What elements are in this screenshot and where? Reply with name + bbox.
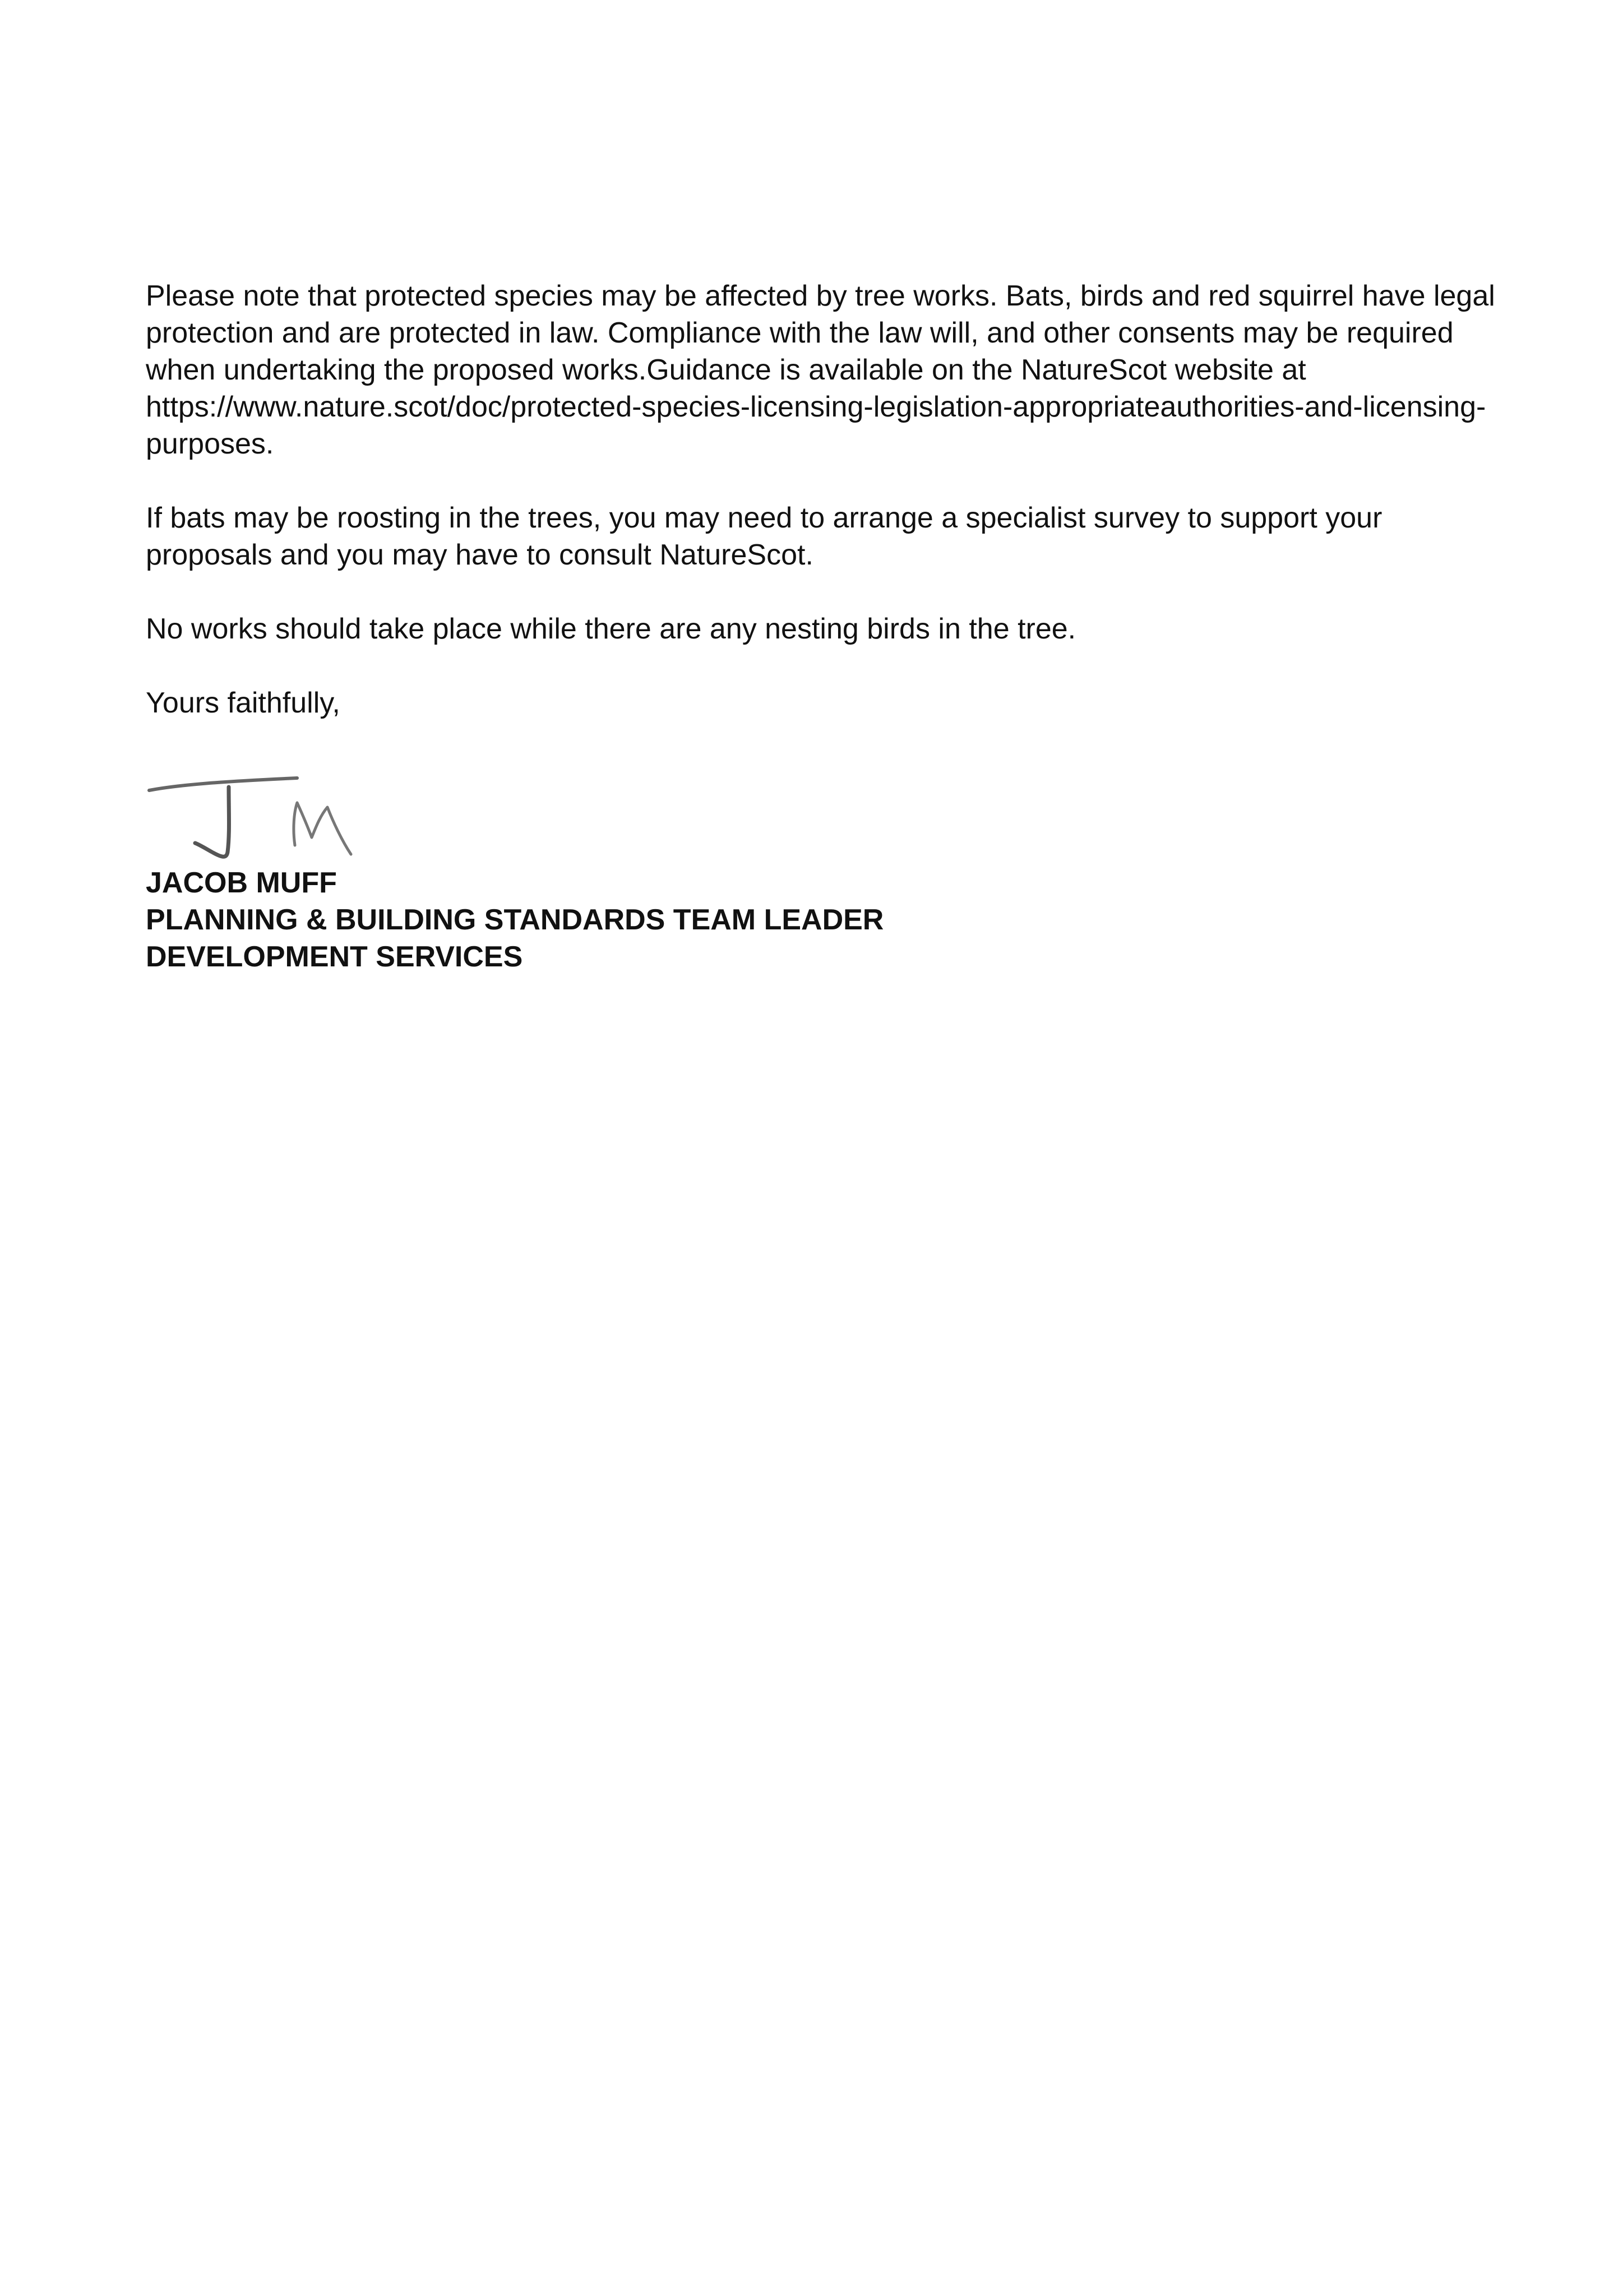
bats-survey-paragraph: If bats may be roosting in the trees, you may need to arrange a specialist survey to support your proposals and you may have to consult NatureScot. [146, 502, 1382, 571]
nesting-birds-paragraph: No works should take place while there are any nesting birds in the tree. [146, 613, 1076, 645]
signature-icon [145, 768, 380, 866]
signatory-department: DEVELOPMENT SERVICES [146, 941, 523, 973]
signatory-title: PLANNING & BUILDING STANDARDS TEAM LEADER [146, 904, 884, 936]
closing-salutation: Yours faithfully, [146, 687, 340, 719]
signatory-name: JACOB MUFF [146, 867, 337, 899]
protected-species-paragraph: Please note that protected species may be affected by tree works. Bats, birds and red squirrel have legal protection and are protected in law. Compliance with the law will, and other consents may be required when undertaking the proposed works.Guidance is available on the NatureScot website at https://www.nature.scot/doc/protected-species-licensing-legislation-appropriateauthorities-and-licensing-purposes. [146, 280, 1495, 460]
handwritten-signature [145, 768, 380, 866]
letter-body [146, 277, 1502, 721]
signatory-block [146, 864, 1379, 975]
